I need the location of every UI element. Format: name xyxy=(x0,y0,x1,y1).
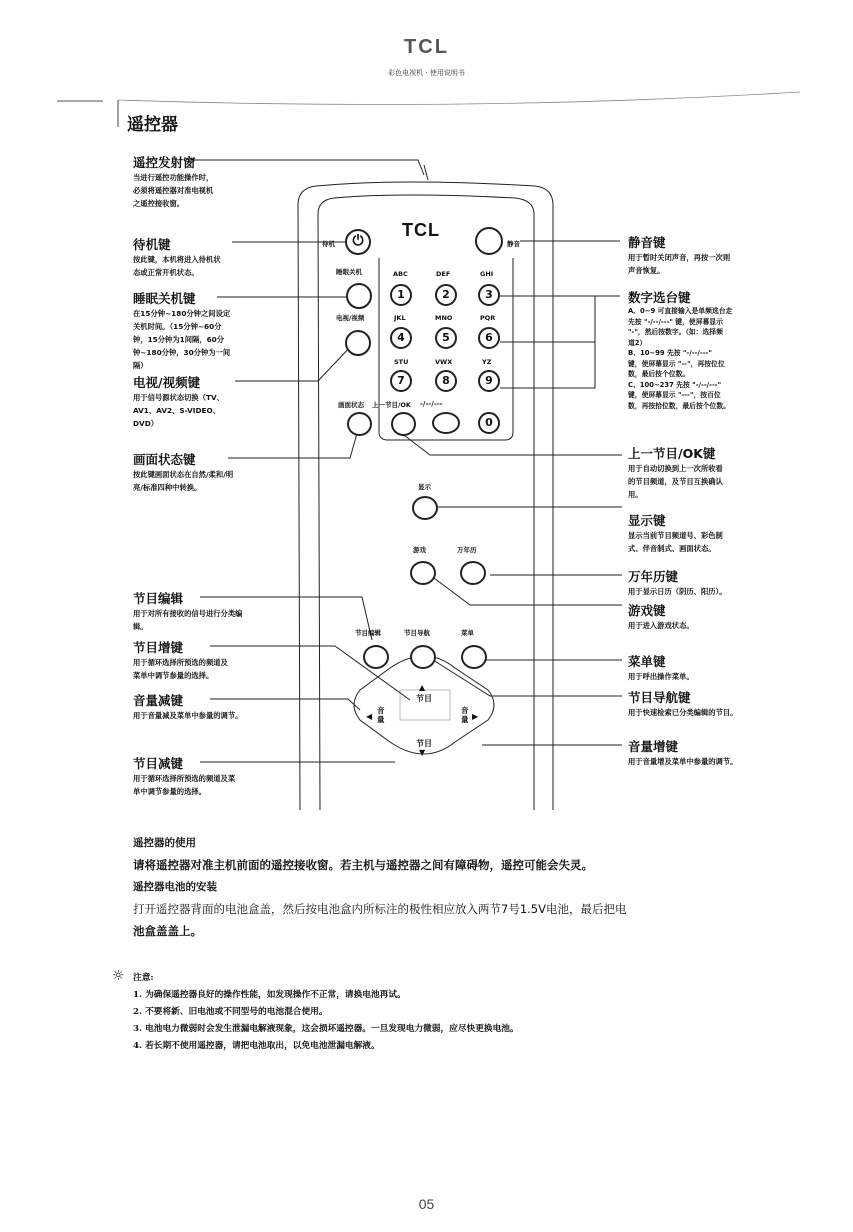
label-desc-line: 先按 "-/--/---" 键，使屏幕显示 xyxy=(628,317,723,326)
vol-up-arrow-icon[interactable]: ▶ xyxy=(472,712,479,721)
label-picture xyxy=(133,450,313,494)
label-desc-line: A、0~9 可直接输入是单频选台走 xyxy=(628,307,733,315)
recall-button[interactable] xyxy=(391,412,416,436)
label-title: 电视/视频键 xyxy=(133,375,201,390)
label-desc-line: 显示当前节目频道号、彩色制 xyxy=(628,531,723,540)
label-desc-line: 数，再按拾位数，最后按个位数。 xyxy=(628,401,730,410)
label-desc-line: 态或正常开机状态。 xyxy=(133,268,199,277)
section-title: 遥控器 xyxy=(127,115,178,135)
label-desc-line: 用于暂时关闭声音，再按一次则 xyxy=(628,253,731,262)
letters-yz: YZ xyxy=(482,358,492,366)
digit-8-button[interactable]: 8 xyxy=(435,370,457,392)
label-calendar xyxy=(628,567,818,598)
letters-def: DEF xyxy=(436,270,451,278)
label-title: 菜单键 xyxy=(628,654,666,669)
usage-section xyxy=(133,832,813,942)
label-desc-line: 用于进入游戏状态。 xyxy=(628,621,694,630)
label-title: 显示键 xyxy=(628,513,666,528)
label-desc-line: 用于显示日历（阴历、阳历）。 xyxy=(628,587,727,596)
letters-vwx: VWX xyxy=(435,358,453,366)
label-desc-line: 之遥控接收窗。 xyxy=(133,199,185,208)
label-sleep xyxy=(133,289,313,372)
label-display xyxy=(628,511,808,555)
label-desc-line: 菜单中调节参量的选择。 xyxy=(133,671,214,680)
label-desc-line: 用于呼出操作菜单。 xyxy=(628,672,694,681)
note-item: 2. 不要将新、旧电池或不同型号的电池混合使用。 xyxy=(133,1007,328,1017)
label-game xyxy=(628,601,808,632)
label-desc-line: 用于自动切换到上一次所收看 xyxy=(628,464,723,473)
letters-abc: ABC xyxy=(393,270,408,278)
vol-down-label: 音量 xyxy=(377,706,385,724)
guide-key-label: 节目导航 xyxy=(404,629,430,637)
note-item: 3. 电池电力微弱时会发生泄漏电解液现象，这会损坏遥控器。一旦发现电力微弱，应尽快更换电池。 xyxy=(133,1024,519,1034)
picture-key-label: 画面状态 xyxy=(338,401,364,409)
label-desc-line: 钟，15分钟为1间隔，60分 xyxy=(133,335,225,344)
label-desc-line: 按此键画面状态在自然/柔和/明 xyxy=(133,470,234,479)
label-title: 遥控发射窗 xyxy=(133,155,196,170)
note-item: 4. 若长期不使用遥控器，请把电池取出，以免电池泄漏电解液。 xyxy=(133,1041,380,1051)
label-menu xyxy=(628,652,808,683)
label-desc-line: 关机时间。（15分钟~60分 xyxy=(133,322,222,331)
label-desc-line: "-"，然后按数字。（如：选择频 xyxy=(628,328,723,336)
digit-5-button[interactable]: 5 xyxy=(435,327,457,349)
mute-button[interactable] xyxy=(475,227,503,255)
vol-down-arrow-icon[interactable]: ◀ xyxy=(366,712,373,721)
recall-key-label: 上一节目/OK xyxy=(372,401,411,409)
label-desc-line: 钟~180分钟，30分钟为一间 xyxy=(133,348,231,357)
label-guide xyxy=(628,688,828,719)
page-number: 05 xyxy=(418,1196,435,1212)
label-title: 待机键 xyxy=(133,237,171,252)
label-desc-line: 亮/标准四种中转换。 xyxy=(133,483,202,492)
label-desc-line: 道2） xyxy=(628,338,647,347)
label-desc-line: 用于循环选择所预选的频道及 xyxy=(133,658,228,667)
usage-heading: 遥控器的使用 xyxy=(133,837,196,849)
label-digits xyxy=(628,288,818,411)
label-desc-line: 当进行遥控功能操作时， xyxy=(133,173,214,182)
digit-6-button[interactable]: 6 xyxy=(478,327,500,349)
note-item: 1. 为确保遥控器良好的操作性能，如发现操作不正常，请换电池再试。 xyxy=(133,990,406,1000)
battery-text: 池盒盖盖上。 xyxy=(133,924,202,938)
digit-0-button[interactable]: 0 xyxy=(478,412,500,434)
notes-title: 注意: xyxy=(133,973,154,983)
game-key-label: 游戏 xyxy=(413,546,426,554)
digit-4-button[interactable]: 4 xyxy=(390,327,412,349)
picture-button[interactable] xyxy=(347,412,372,436)
label-prog-down xyxy=(133,754,313,798)
label-title: 睡眠关机键 xyxy=(133,291,196,306)
label-title: 节目减键 xyxy=(133,756,184,771)
label-desc-line: 用于快速检索已分类编辑的节目。 xyxy=(628,708,738,717)
dash-button[interactable] xyxy=(432,412,460,434)
digit-1-button[interactable]: 1 xyxy=(390,284,412,306)
letters-ghi: GHI xyxy=(480,270,494,278)
label-recall xyxy=(628,444,808,501)
calendar-button[interactable] xyxy=(460,561,486,585)
label-desc-line: 声音恢复。 xyxy=(628,266,665,275)
label-title: 静音键 xyxy=(628,235,666,250)
label-desc-line: 键，使屏幕显示 "--"，再按位位 xyxy=(628,359,725,368)
label-desc-line: 隔） xyxy=(133,361,148,370)
digit-3-button[interactable]: 3 xyxy=(478,284,500,306)
calendar-key-label: 万年历 xyxy=(457,546,477,554)
label-title: 音量增键 xyxy=(628,739,679,754)
label-desc-line: 用于音量减及菜单中参量的调节。 xyxy=(133,711,243,720)
letters-mno: MNO xyxy=(435,314,453,322)
menu-button[interactable] xyxy=(461,645,487,669)
label-edit xyxy=(133,589,313,633)
label-title: 画面状态键 xyxy=(133,452,196,467)
label-desc-line: 用。 xyxy=(628,490,643,499)
label-tv-av xyxy=(133,373,313,430)
tv-av-button[interactable] xyxy=(345,330,371,356)
display-key-label: 显示 xyxy=(418,483,431,491)
label-mute xyxy=(628,233,808,277)
sun-icon: ☼ xyxy=(112,968,125,984)
sleep-button[interactable] xyxy=(346,283,372,309)
prog-up-arrow-icon[interactable]: ▲ xyxy=(419,683,426,692)
label-desc-line: 键，使屏幕显示 "---"，按百位 xyxy=(628,391,721,399)
label-desc-line: DVD） xyxy=(133,419,159,428)
label-title: 节目增键 xyxy=(133,640,184,655)
label-title: 节目编辑 xyxy=(133,591,184,606)
label-desc-line: AV1、AV2、S-VIDEO、 xyxy=(133,406,221,415)
label-desc-line: 数，最后按个位数。 xyxy=(628,370,690,378)
sleep-key-label: 睡眠关机 xyxy=(336,268,362,276)
digit-2-button[interactable]: 2 xyxy=(435,284,457,306)
label-title: 万年历键 xyxy=(628,569,679,584)
label-desc-line: 式、伴音制式、画面状态。 xyxy=(628,544,716,553)
label-desc-line: 用于循环选择所预选的频道及菜 xyxy=(133,774,236,783)
label-title: 音量减键 xyxy=(133,693,184,708)
guide-button[interactable] xyxy=(410,645,436,669)
game-button[interactable] xyxy=(410,561,436,585)
menu-key-label: 菜单 xyxy=(461,629,474,637)
digit-7-button[interactable]: 7 xyxy=(390,370,412,392)
tv-av-key-label: 电视/视频 xyxy=(336,314,365,322)
label-title: 游戏键 xyxy=(628,603,666,618)
label-desc-line: 的节目频道，及节目互换确认 xyxy=(628,477,723,486)
remote-logo: TCL xyxy=(402,220,440,240)
label-desc-line: 按此键，本机将进入待机状 xyxy=(133,255,221,264)
label-desc-line: C、100~237 先按 "-/--/---" xyxy=(628,380,722,389)
battery-text: 打开遥控器背面的电池盒盖，然后按电池盒内所标注的极性相应放入两节7号1.5V电池，最后把电 xyxy=(133,902,627,916)
label-vol-up xyxy=(628,737,828,768)
brand-logo: TCL xyxy=(404,36,449,58)
mute-key-label: 静音 xyxy=(507,240,520,248)
label-desc-line: 用于对所有接收的信号进行分类编 xyxy=(133,609,243,618)
power-icon[interactable]: ⏻ xyxy=(345,229,371,255)
usage-text: 请将遥控器对准主机前面的遥控接收窗。若主机与遥控器之间有障碍物，遥控可能会失灵。 xyxy=(133,858,593,872)
label-desc-line: 用于音量增及菜单中参量的调节。 xyxy=(628,757,738,766)
battery-heading: 遥控器电池的安装 xyxy=(133,881,217,893)
standby-key-label: 待机 xyxy=(322,240,335,248)
notes-list xyxy=(133,987,833,1055)
label-title: 上一节目/OK键 xyxy=(628,446,716,461)
label-title: 节目导航键 xyxy=(628,690,691,705)
header-subtitle: 彩色电视机 · 使用说明书 xyxy=(388,69,465,77)
label-desc-line: 辑。 xyxy=(133,622,148,631)
prog-up-label: 节目 xyxy=(416,694,432,703)
letters-stu: STU xyxy=(394,358,409,366)
dash-key-label: -/--/--- xyxy=(420,400,443,408)
label-vol-down xyxy=(133,691,333,722)
letters-pqr: PQR xyxy=(480,314,496,322)
display-button[interactable] xyxy=(412,496,438,520)
letters-jkl: JKL xyxy=(394,314,406,322)
label-desc-line: 单中调节参量的选择。 xyxy=(133,787,206,796)
label-desc-line: 用于信号源状态切换（TV、 xyxy=(133,393,224,402)
prog-down-arrow-icon[interactable]: ▼ xyxy=(419,748,426,757)
label-window xyxy=(133,153,313,210)
label-title: 数字选台键 xyxy=(628,290,691,305)
label-desc-line: 在15分钟~180分钟之间设定 xyxy=(133,309,231,318)
prog-down-label: 节目 xyxy=(416,739,432,748)
edit-key-label: 节目编辑 xyxy=(355,629,381,637)
edit-button[interactable] xyxy=(363,645,389,669)
label-desc-line: 必须将遥控器对准电视机 xyxy=(133,186,214,195)
label-prog-up xyxy=(133,638,313,682)
vol-up-label: 音量 xyxy=(461,706,469,724)
label-desc-line: B、10~99 先按 "-/--/---" xyxy=(628,349,712,357)
digit-9-button[interactable]: 9 xyxy=(478,370,500,392)
label-standby xyxy=(133,235,313,279)
